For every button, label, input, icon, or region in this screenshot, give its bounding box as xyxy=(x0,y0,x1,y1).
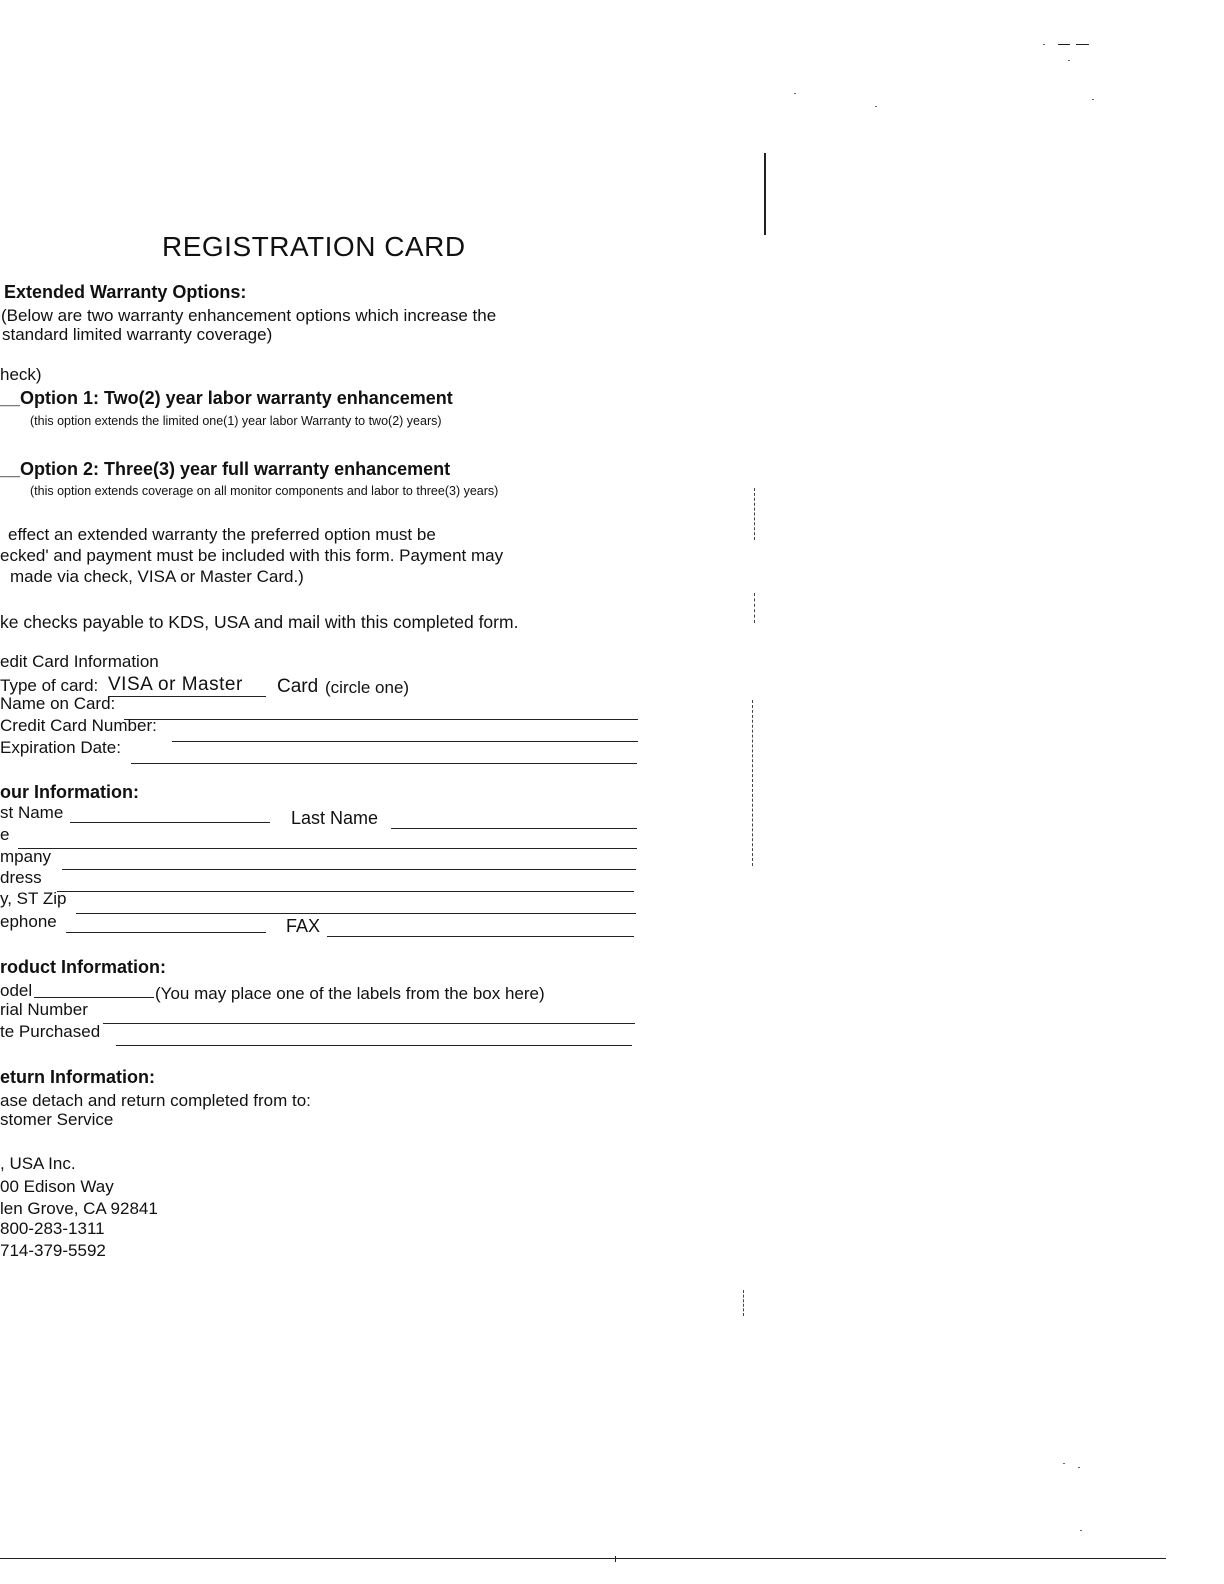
scan-mark xyxy=(1076,44,1089,45)
perforation-mark xyxy=(754,488,755,540)
serial-number-field[interactable] xyxy=(103,1023,635,1024)
company-label: mpany xyxy=(0,847,52,866)
address-field[interactable] xyxy=(57,891,634,892)
warranty-heading: Extended Warranty Options: xyxy=(4,282,247,302)
scan-vertical-mark xyxy=(764,153,766,235)
return-fax: 714-379-5592 xyxy=(0,1241,106,1260)
model-field[interactable] xyxy=(34,997,154,998)
payment-note-line1: effect an extended warranty the preferred option must be xyxy=(8,525,436,544)
model-note: (You may place one of the labels from the box here) xyxy=(155,984,545,1003)
company-field[interactable] xyxy=(62,869,636,870)
card-number-field[interactable] xyxy=(172,741,638,742)
last-name-field[interactable] xyxy=(391,828,637,829)
expiration-date-field[interactable] xyxy=(131,763,637,764)
return-city: len Grove, CA 92841 xyxy=(0,1199,158,1218)
payment-note-line2: ecked' and payment must be included with this form. Payment may xyxy=(0,546,504,565)
card-type-value[interactable]: VISA or Master xyxy=(108,674,243,695)
fax-field[interactable] xyxy=(327,936,634,937)
bottom-edge-tick xyxy=(615,1556,616,1562)
bottom-edge-line xyxy=(0,1558,1166,1559)
last-name-label: Last Name xyxy=(291,808,379,828)
scan-speck xyxy=(1068,60,1070,61)
return-phone: 800-283-1311 xyxy=(0,1219,105,1238)
perforation-mark xyxy=(754,593,755,623)
date-purchased-label: te Purchased xyxy=(0,1022,101,1041)
scan-speck xyxy=(1078,1467,1080,1468)
scan-speck xyxy=(794,93,796,94)
date-purchased-field[interactable] xyxy=(116,1045,632,1046)
your-info-heading: our Information: xyxy=(0,782,139,802)
option1-checkbox-label[interactable]: __Option 1: Two(2) year labor warranty enhancement xyxy=(0,388,453,408)
return-info-heading: eturn Information: xyxy=(0,1067,155,1087)
card-number-label: Credit Card Number: xyxy=(0,716,157,735)
payment-note-line3: made via check, VISA or Master Card.) xyxy=(10,567,304,586)
card-type-label: Type of card: xyxy=(0,676,99,695)
title-label: e xyxy=(0,825,10,844)
scan-speck xyxy=(1063,1463,1065,1464)
scan-mark xyxy=(1058,44,1070,45)
return-company: , USA Inc. xyxy=(0,1154,76,1173)
return-street: 00 Edison Way xyxy=(0,1177,114,1196)
checks-payable-note: ke checks payable to KDS, USA and mail with this completed form. xyxy=(0,612,519,632)
card-type-underline xyxy=(108,696,266,697)
perforation-mark xyxy=(752,700,753,866)
card-type-suffix: Card xyxy=(277,676,319,697)
credit-card-heading: edit Card Information xyxy=(0,652,159,671)
page-title: REGISTRATION CARD xyxy=(162,231,466,262)
model-label: odel xyxy=(0,981,33,1000)
city-st-zip-label: y, ST Zip xyxy=(0,889,67,908)
warranty-intro-line1: (Below are two warranty enhancement options which increase the xyxy=(1,306,497,325)
title-field[interactable] xyxy=(18,848,637,849)
check-label: heck) xyxy=(0,365,42,384)
scan-speck xyxy=(1080,1530,1082,1531)
address-label: dress xyxy=(0,868,42,887)
first-name-label: st Name xyxy=(0,803,64,822)
scan-speck xyxy=(1043,44,1045,45)
option2-note: (this option extends coverage on all monitor components and labor to three(3) years) xyxy=(30,484,499,498)
telephone-field[interactable] xyxy=(66,932,266,933)
option2-checkbox-label[interactable]: __Option 2: Three(3) year full warranty enhancement xyxy=(0,459,451,479)
serial-number-label: rial Number xyxy=(0,1000,88,1019)
perforation-mark xyxy=(743,1290,744,1316)
option1-note: (this option extends the limited one(1) year labor Warranty to two(2) years) xyxy=(30,414,442,428)
name-on-card-field[interactable] xyxy=(124,719,638,720)
expiration-date-label: Expiration Date: xyxy=(0,738,121,757)
product-info-heading: roduct Information: xyxy=(0,957,166,977)
return-instruction: ase detach and return completed from to: xyxy=(0,1091,311,1110)
telephone-label: ephone xyxy=(0,912,57,931)
card-type-note: (circle one) xyxy=(325,678,410,697)
scan-speck xyxy=(875,106,877,107)
first-name-field[interactable] xyxy=(70,822,270,823)
warranty-intro-line2: standard limited warranty coverage) xyxy=(2,325,273,344)
scan-speck xyxy=(1092,99,1094,100)
name-on-card-label: Name on Card: xyxy=(0,694,116,713)
city-st-zip-field[interactable] xyxy=(76,913,636,914)
fax-label: FAX xyxy=(286,916,321,936)
return-department: stomer Service xyxy=(0,1110,114,1129)
